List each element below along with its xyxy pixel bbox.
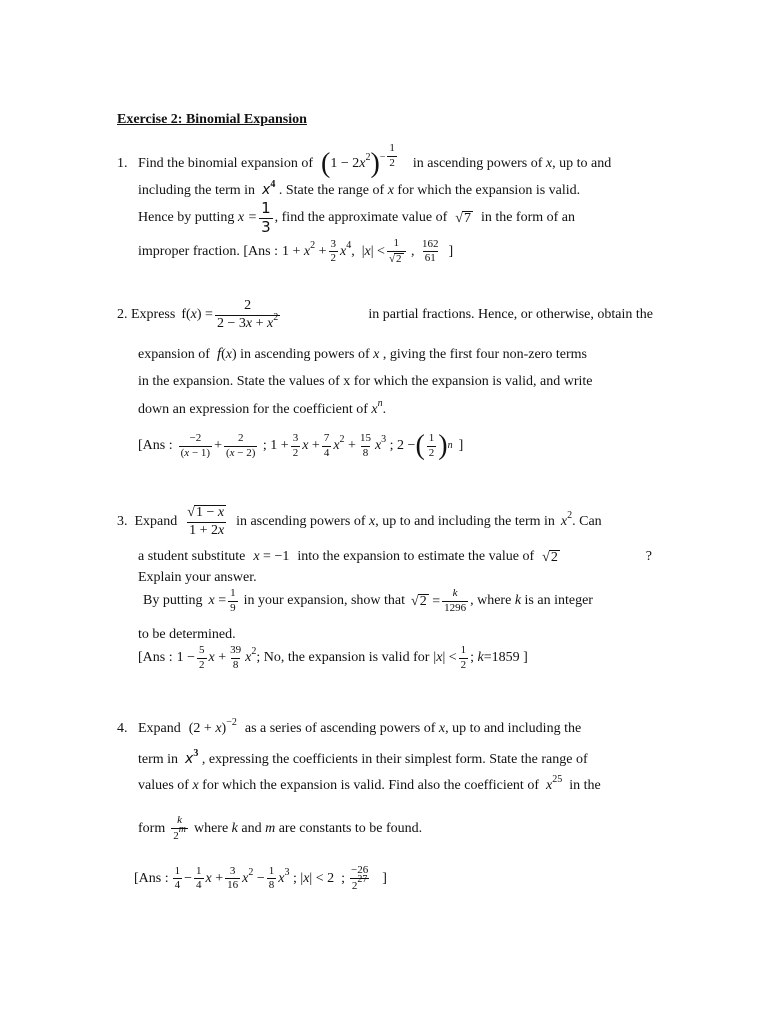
q2-line-2: expansion of f(x) in ascending powers of x , giving the first four non-zero terms [138, 346, 587, 362]
q1-line-1: Find the binomial expansion of $(1 - 2x^2)^{- \frac{1}{2}}$ in ascending powers of x , up to and [138, 142, 612, 179]
q1-answer: improper fraction. [Ans : $1 + x^2$ + $\frac{3}{2}$ $x^4$, |x| < 1 √2 , 162 61 ] [138, 237, 454, 265]
q1-expression: $(1 - 2x^2)^{- \frac{1}{2}}$ [320, 142, 395, 179]
q3-answer: [Ans : 1 − $\frac{5}{2}$ x + $\frac{39}{8}$ $x^2$ ; No, the expansion is valid for |x| < 1 2 ; k =1859 ] [138, 644, 528, 671]
q4-line-4: form k 2$^m$ where k and m are constants to be found. [138, 814, 423, 842]
page-title: Exercise 2: Binomial Expansion [117, 112, 307, 127]
q3-line-2: a student substitute x = −1 into the expansion to estimate the value of √2 ? [138, 549, 652, 565]
q4-answer: [Ans : 1 4 − $\frac{1}{4}$ x + $\frac{3}{16}$ $x^2$ − $\frac{1}{8}$ $x^3$ ; |x| < 2 ; −26 $2^{27}$ ] [134, 864, 387, 892]
q2-answer: [Ans : −2 (x − 1) + $\frac{2}{(x - 2)}$ ; 1 + $\frac{3}{2}$ x + $\frac{7}{4}$ $x^2$ + $\frac{15}{8}$ $x^3$ ; 2 − ( 1 2 ) n ] [138, 430, 464, 461]
q1-line-3: Hence by putting x = $\frac{1}{3}$ , find the approximate value of √7 in the form of an [138, 199, 576, 236]
q4-line-2: term in $x^3$ , expressing the coefficients in their simplest form. State the range of [138, 748, 588, 767]
q2-line-3: in the expansion. State the values of x for which the expansion is valid, and write [138, 374, 593, 389]
q2-line-1: 2. Express f(x) = $\frac{2}{2 - 3x + x^2}$ in partial fractions. Hence, or otherwise, obtain the [117, 298, 653, 331]
q4-line-1: 4. Expand $(2 + x)^{-2}$ as a series of ascending powers of x , up to and including the [117, 717, 582, 736]
q1-number: 1. [117, 156, 128, 171]
q2-line-4: down an expression for the coefficient of $x^n$. [138, 398, 387, 417]
q4-line-3: values of x for which the expansion is valid. Find also the coefficient of $x^{25}$ in the [138, 774, 601, 793]
q3-line-3: Explain your answer. [138, 570, 257, 585]
q3-line-1: 3. Expand √1 − x 1 + 2x in ascending powers of x , up to and including the term in $x^2$ . Can [117, 505, 602, 538]
q3-line-5: to be determined. [138, 627, 236, 642]
q1-line-2: including the term in $x^4$ . State the range of x for which the expansion is valid. [138, 179, 581, 198]
q3-line-4: By putting x = $\frac{1}{9}$ in your expansion, show that √2 = $\frac{k}{1296}$ , where k is an integer [143, 587, 593, 614]
